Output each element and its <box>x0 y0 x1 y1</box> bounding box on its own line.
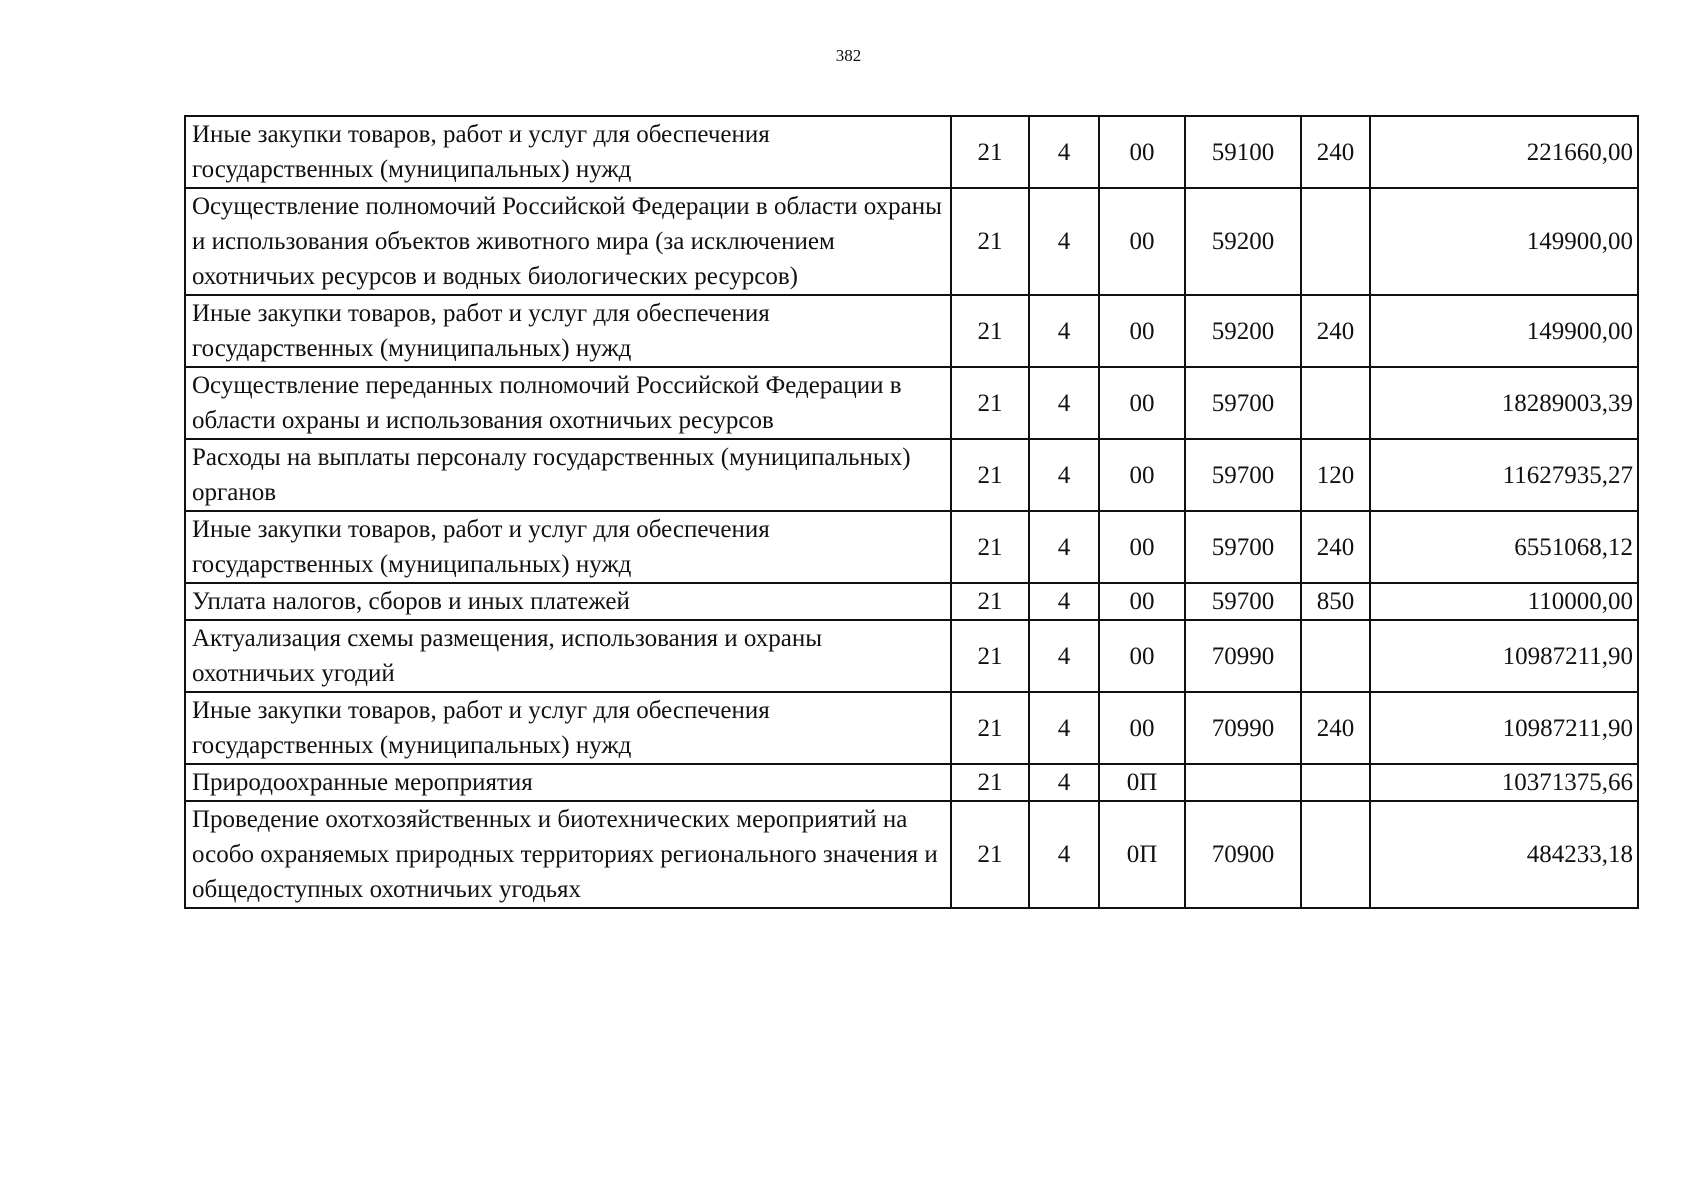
row-code-5: 850 <box>1301 583 1370 620</box>
table-row <box>185 439 1638 511</box>
row-code-5: 120 <box>1301 439 1370 511</box>
row-amount: 484233,18 <box>1370 801 1638 908</box>
row-code-3: 00 <box>1099 620 1185 692</box>
table-row <box>185 764 1638 801</box>
row-code-1: 21 <box>951 511 1029 583</box>
row-code-1: 21 <box>951 620 1029 692</box>
budget-table <box>184 115 1639 909</box>
row-code-4: 59700 <box>1185 511 1301 583</box>
row-code-3: 00 <box>1099 188 1185 295</box>
row-code-1: 21 <box>951 764 1029 801</box>
row-code-1: 21 <box>951 692 1029 764</box>
row-code-1: 21 <box>951 801 1029 908</box>
row-description: Проведение охотхозяйственных и биотехнических мероприятий на особо охраняемых природных территориях регионального значения и общедоступных охотничьих угодьях <box>185 801 951 908</box>
table-row <box>185 367 1638 439</box>
row-code-2: 4 <box>1029 295 1099 367</box>
table-row <box>185 692 1638 764</box>
table-row <box>185 511 1638 583</box>
row-code-5: 240 <box>1301 116 1370 188</box>
row-code-3: 00 <box>1099 439 1185 511</box>
row-code-1: 21 <box>951 295 1029 367</box>
row-code-2: 4 <box>1029 439 1099 511</box>
row-description: Иные закупки товаров, работ и услуг для обеспечения государственных (муниципальных) нужд <box>185 692 951 764</box>
row-code-3: 00 <box>1099 295 1185 367</box>
row-code-5 <box>1301 801 1370 908</box>
row-amount: 11627935,27 <box>1370 439 1638 511</box>
table-row <box>185 620 1638 692</box>
row-code-2: 4 <box>1029 692 1099 764</box>
row-amount: 149900,00 <box>1370 295 1638 367</box>
row-code-1: 21 <box>951 188 1029 295</box>
row-code-3: 00 <box>1099 583 1185 620</box>
row-code-2: 4 <box>1029 583 1099 620</box>
row-description: Иные закупки товаров, работ и услуг для обеспечения государственных (муниципальных) нужд <box>185 511 951 583</box>
row-code-2: 4 <box>1029 511 1099 583</box>
table-row <box>185 188 1638 295</box>
row-code-4: 59700 <box>1185 439 1301 511</box>
row-code-2: 4 <box>1029 367 1099 439</box>
row-code-5 <box>1301 188 1370 295</box>
row-code-1: 21 <box>951 583 1029 620</box>
table-row <box>185 116 1638 188</box>
row-amount: 18289003,39 <box>1370 367 1638 439</box>
row-code-4: 59100 <box>1185 116 1301 188</box>
row-code-3: 0П <box>1099 801 1185 908</box>
row-amount: 149900,00 <box>1370 188 1638 295</box>
row-description: Осуществление полномочий Российской Федерации в области охраны и использования объектов животного мира (за исключением охотничьих ресурсов и водных биологических ресурсов) <box>185 188 951 295</box>
row-description: Иные закупки товаров, работ и услуг для обеспечения государственных (муниципальных) нужд <box>185 116 951 188</box>
row-code-4: 70990 <box>1185 692 1301 764</box>
row-code-3: 00 <box>1099 511 1185 583</box>
row-description: Расходы на выплаты персоналу государственных (муниципальных) органов <box>185 439 951 511</box>
row-code-5 <box>1301 367 1370 439</box>
row-code-5: 240 <box>1301 511 1370 583</box>
row-code-4 <box>1185 764 1301 801</box>
row-code-3: 0П <box>1099 764 1185 801</box>
row-code-5 <box>1301 620 1370 692</box>
row-description: Актуализация схемы размещения, использования и охраны охотничьих угодий <box>185 620 951 692</box>
table-row <box>185 801 1638 908</box>
row-description: Природоохранные мероприятия <box>185 764 951 801</box>
row-code-4: 59200 <box>1185 188 1301 295</box>
row-amount: 10987211,90 <box>1370 692 1638 764</box>
row-code-2: 4 <box>1029 801 1099 908</box>
row-description: Иные закупки товаров, работ и услуг для обеспечения государственных (муниципальных) нужд <box>185 295 951 367</box>
row-code-4: 59700 <box>1185 367 1301 439</box>
row-amount: 221660,00 <box>1370 116 1638 188</box>
row-code-5: 240 <box>1301 295 1370 367</box>
row-code-4: 59700 <box>1185 583 1301 620</box>
row-code-1: 21 <box>951 116 1029 188</box>
row-code-4: 59200 <box>1185 295 1301 367</box>
row-code-3: 00 <box>1099 692 1185 764</box>
row-code-2: 4 <box>1029 188 1099 295</box>
row-code-3: 00 <box>1099 116 1185 188</box>
row-amount: 10987211,90 <box>1370 620 1638 692</box>
row-code-1: 21 <box>951 367 1029 439</box>
row-code-4: 70900 <box>1185 801 1301 908</box>
row-description: Осуществление переданных полномочий Российской Федерации в области охраны и использования охотничьих ресурсов <box>185 367 951 439</box>
row-amount: 10371375,66 <box>1370 764 1638 801</box>
row-code-4: 70990 <box>1185 620 1301 692</box>
row-amount: 6551068,12 <box>1370 511 1638 583</box>
page-number: 382 <box>835 46 862 65</box>
row-description: Уплата налогов, сборов и иных платежей <box>185 583 951 620</box>
row-code-5 <box>1301 764 1370 801</box>
row-code-2: 4 <box>1029 620 1099 692</box>
row-code-3: 00 <box>1099 367 1185 439</box>
row-code-2: 4 <box>1029 764 1099 801</box>
row-code-2: 4 <box>1029 116 1099 188</box>
row-code-5: 240 <box>1301 692 1370 764</box>
row-code-1: 21 <box>951 439 1029 511</box>
table-row <box>185 295 1638 367</box>
table-row <box>185 583 1638 620</box>
row-amount: 110000,00 <box>1370 583 1638 620</box>
